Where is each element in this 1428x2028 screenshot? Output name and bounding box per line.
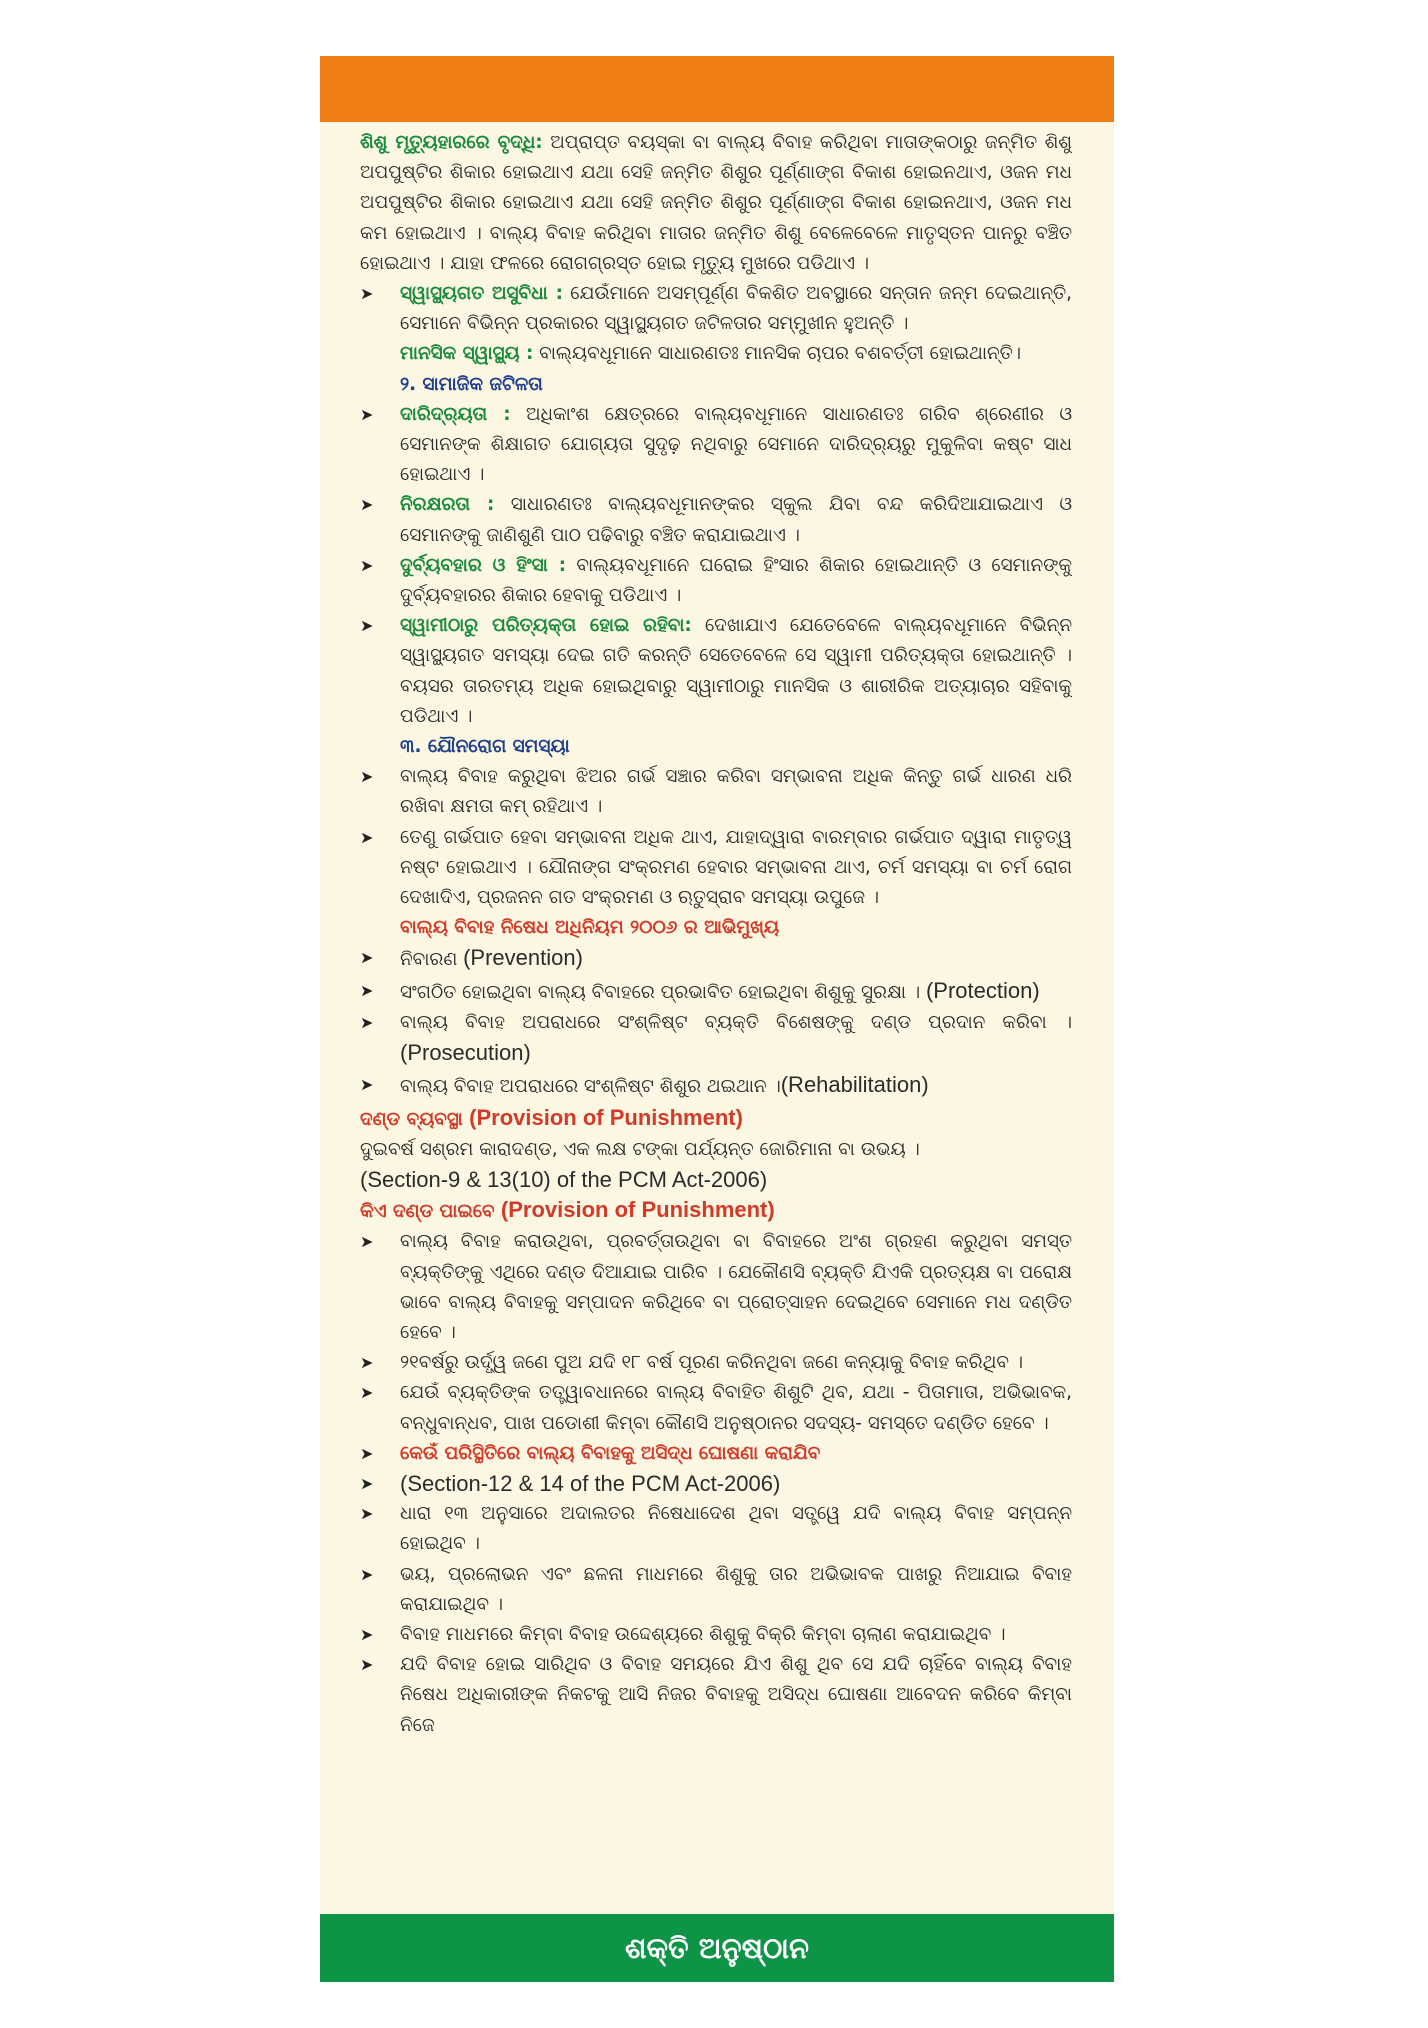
item-label: ସ୍ୱାମୀଠାରୁ ପରିତ୍ୟକ୍ତା ହୋଇ ରହିବା: (400, 615, 692, 637)
act-list (360, 943, 1072, 1102)
arrow-bullet-icon: ➤ (360, 1473, 374, 1493)
arrow-bullet-icon: ➤ (360, 555, 374, 575)
item-text: ତେଣୁ ଗର୍ଭପାତ ହେବା ସମ୍ଭାବନା ଅଧିକ ଥାଏ, ଯାହାଦ୍ୱାରା ବାରମ୍ବାର ଗର୍ଭପାତ ଦ୍ୱାରା ମାତୃତ୍ୱ ନଷ୍ଟ ହୋଇଥାଏ । ଯୌନାଙ୍ଗ ସଂକ୍ରମଣ ହେବାର ସମ୍ଭାବନା ଥାଏ, ଚର୍ମ ସମସ୍ୟା ବା ଚର୍ମ ରୋଗ ଦେଖାଦିଏ, ପ୍ରଜନନ ଗତ ସଂକ୍ରମଣ ଓ ଋତୁସ୍ରାବ ସମସ୍ୟା ଉପୁଜେ । (400, 826, 1072, 909)
arrow-bullet-icon: ➤ (360, 1624, 374, 1644)
item-english: (Rehabilitation) (780, 1072, 929, 1098)
list-item (360, 943, 1072, 975)
void-heading: କେଉଁ ପରିସ୍ଥିତିରେ ବାଲ୍ୟ ବିବାହକୁ ଅସିଦ୍ଧ ଘୋଷଣା କରାଯିବ (400, 1442, 821, 1464)
list-item (360, 762, 1072, 822)
item-text: ଅଧିକାଂଶ କ୍ଷେତ୍ରରେ ବାଲ୍ୟବଧୂମାନେ ସାଧାରଣତଃ ଗରିବ ଶ୍ରେଣୀର ଓ ସେମାନଙ୍କ ଶିକ୍ଷାଗତ ଯୋଗ୍ୟତା ସୁଦୃଢ଼ ନଥିବାରୁ ସେମାନେ ଦାରିଦ୍ର୍ୟରୁ ମୁକୁଳିବା କଷ୍ଟ ସାଧ ହୋଇଥାଏ । (400, 403, 1072, 486)
arrow-bullet-icon: ➤ (360, 1075, 374, 1095)
sexual-list (360, 762, 1072, 913)
list-item (360, 1650, 1072, 1741)
top-orange-bar (320, 56, 1114, 122)
item-label: ନିରକ୍ଷରତା : (400, 494, 495, 516)
arrow-bullet-icon: ➤ (360, 1383, 374, 1403)
arrow-bullet-icon: ➤ (360, 1504, 374, 1524)
list-item (360, 976, 1072, 1008)
item-text: ଯଦି ବିବାହ ହୋଇ ସାରିଥିବ ଓ ବିବାହ ସମୟରେ ଯିଏ ଶିଶୁ ଥିବ ସେ ଯଦି ଚାହିଁବେ ବାଲ୍ୟ ବିବାହ ନିଷେଧ ଅଧିକାରୀଙ୍କ ନିକଟକୁ ଆସି ନିଜର ବିବାହକୁ ଅସିଦ୍ଧ ଘୋଷଣା ଆବେଦନ କରିବେ କିମ୍ବା ନିଜେ (400, 1654, 1072, 1736)
arrow-bullet-icon: ➤ (360, 1232, 374, 1252)
arrow-bullet-icon: ➤ (360, 1012, 374, 1032)
item-text: ବାଲ୍ୟ ବିବାହ ଅପରାଧରେ ସଂଶ୍ଳିଷ୍ଟ ବ୍ୟକ୍ତି ବିଶେଷଙ୍କୁ ଦଣ୍ଡ ପ୍ରଦାନ କରିବା । (400, 1011, 1072, 1033)
item-english: (Prosecution) (400, 1040, 531, 1066)
item-text: ବାଲ୍ୟ ବିବାହ କରାଉଥିବା, ପ୍ରବର୍ତ୍ତାଉଥିବା ବା ବିବାହରେ ଅଂଶ ଗ୍ରହଣ କରୁଥିବା ସମସ୍ତ ବ୍ୟକ୍ତିଙ୍କୁ ଏଥିରେ ଦଣ୍ଡ ଦିଆଯାଇ ପାରିବ । ଯେକୌଣସି ବ୍ୟକ୍ତି ଯିଏକି ପ୍ରତ୍ୟକ୍ଷ ବା ପରୋକ୍ଷ ଭାବେ ବାଲ୍ୟ ବିବାହକୁ ସମ୍ପାଦନ କରିଥିବେ ବା ପ୍ରୋତ୍ସାହନ ଦେଇଥିବେ ସେମାନେ ମଧ ଦଣ୍ଡିତ ହେବେ । (400, 1231, 1072, 1343)
arrow-bullet-icon: ➤ (360, 767, 374, 787)
item-text: ସାଧାରଣତଃ ବାଲ୍ୟବଧୂମାନଙ୍କର ସ୍କୁଲ ଯିବା ବନ୍ଦ କରିଦିଆଯାଇଥାଏ ଓ ସେମାନଙ୍କୁ ଜାଣିଶୁଣି ପାଠ ପଢିବାରୁ ବଞ୍ଚିତ କରାଯାଇଥାଏ । (400, 494, 1072, 546)
arrow-bullet-icon: ➤ (360, 980, 374, 1000)
list-item (360, 823, 1072, 914)
list-item (360, 1348, 1072, 1378)
item-text: ଯେଉଁମାନେ ଅସମ୍ପୂର୍ଣ୍ଣ ବିକଶିତ ଅବସ୍ଥାରେ ସନ୍ତାନ ଜନ୍ମ ଦେଇଥାନ୍ତି, ସେମାନେ ବିଭିନ୍ନ ପ୍ରକାରର ସ୍ୱାସ୍ଥ୍ୟଗତ ଜଟିଳତାର ସମ୍ମୁଖୀନ ହୁଅନ୍ତି । (400, 283, 1072, 335)
list-item (360, 1499, 1072, 1559)
list-item (360, 1439, 1072, 1469)
void-list (360, 1439, 1072, 1741)
footer-title: ଶକ୍ତି ଅନୁଷ୍ଠାନ (625, 1930, 809, 1965)
item-text: ଦେଖାଯାଏ ଯେତେବେଳେ ବାଲ୍ୟବଧୂମାନେ ବିଭିନ୍ନ ସ୍ୱାସ୍ଥ୍ୟଗତ ସମସ୍ୟା ଦେଇ ଗତି କରନ୍ତି ସେତେବେଳେ ସେ ସ୍ୱାମୀ ପରିତ୍ୟକ୍ତା ହୋଇଥାନ୍ତି । ବୟସର ତାରତମ୍ୟ ଅଧିକ ହୋଇଥିବାରୁ ସ୍ୱାମୀଠାରୁ ମାନସିକ ଓ ଶାରୀରିକ ଅତ୍ୟାଚାର ସହିବାକୁ ପଡିଥାଏ । (400, 615, 1072, 727)
list-item (360, 1008, 1072, 1070)
leaflet-page (320, 56, 1114, 1982)
item-english: (Prevention) (463, 945, 583, 971)
item-text: ବାଲ୍ୟବଧୂମାନେ ସାଧାରଣତଃ ମାନସିକ ଚାପର ବଶବର୍ତ୍ତୀ ହୋଇଥାନ୍ତି। (533, 343, 1022, 365)
arrow-bullet-icon: ➤ (360, 948, 374, 968)
who-list (360, 1227, 1072, 1438)
leaflet-content (360, 128, 1072, 1898)
footer-bar (320, 1914, 1114, 1982)
arrow-bullet-icon: ➤ (360, 1655, 374, 1675)
intro-heading: ଶିଶୁ ମୃତ୍ୟୁହାରରେ ବୃଦ୍ଧି: (360, 132, 543, 153)
arrow-bullet-icon: ➤ (360, 495, 374, 515)
item-text: ବାଲ୍ୟ ବିବାହ କରୁଥିବା ଝିଅର ଗର୍ଭ ସଞ୍ଚାର କରିବା ସମ୍ଭାବନା ଅଧିକ କିନ୍ତୁ ଗର୍ଭ ଧାରଣ ଧରି ରଖିବା କ୍ଷମତା କମ୍ ରହିଥାଏ । (400, 766, 1072, 818)
punishment-heading (360, 1103, 1072, 1135)
item-text: ବାଲ୍ୟବଧୂମାନେ ଘରୋଇ ହିଂସାର ଶିକାର ହୋଇଥାନ୍ତି ଓ ସେମାନଙ୍କୁ ଦୁର୍ବ୍ୟବହାରର ଶିକାର ହେବାକୁ ପଡିଥାଏ । (400, 554, 1072, 607)
item-text: ଯେଉଁ ବ୍ୟକ୍ତିଙ୍କ ତତ୍ତ୍ୱାବଧାନରେ ବାଲ୍ୟ ବିବାହିତ ଶିଶୁଟି ଥିବ, ଯଥା - ପିତାମାତା, ଅଭିଭାବକ, ବନ୍ଧୁବାନ୍ଧବ, ପାଖ ପଡୋଶୀ କିମ୍ବା କୌଣସି ଅନୁଷ୍ଠାନର ସଦସ୍ୟ- ସମସ୍ତେ ଦଣ୍ଡିତ ହେବେ । (400, 1382, 1072, 1434)
intro-body: ଅପ୍ରାପ୍ତ ବୟସ୍କା ବା ବାଲ୍ୟ ବିବାହ କରିଥିବା ମାତାଙ୍କଠାରୁ ଜନ୍ମିତ ଶିଶୁ ଅପପୁଷ୍ଟିର ଶିକାର ହୋଇଥାଏ ଯଥା ସେହି ଜନ୍ମିତ ଶିଶୁର ପୂର୍ଣ୍ଣାଙ୍ଗ ବିକାଶ ହୋଇନଥାଏ, ଓଜନ ମଧ ଅପପୁଷ୍ଟିର ଶିକାର ହୋଇଥାଏ ଯଥା ସେହି ଜନ୍ମିତ ଶିଶୁର ପୂର୍ଣ୍ଣାଙ୍ଗ ବିକାଶ ହୋଇନଥାଏ, ଓଜନ ମଧ କମ ହୋଇଥାଏ । ବାଲ୍ୟ ବିବାହ କରିଥିବା ମାତାର ଜନ୍ମିତ ଶିଶୁ ବେଳେବେଳେ ମାତୃସ୍ତନ ପାନରୁ ବଞ୍ଚିତ ହୋଇଥାଏ । ଯାହା ଫଳରେ ରୋଗଗ୍ରସ୍ତ ହୋଇ ମୃତ୍ୟୁ ମୁଖରେ ପଡିଥାଏ । (360, 132, 1072, 274)
arrow-bullet-icon: ➤ (360, 1353, 374, 1373)
item-text: ଧାରା ୧୩ ଅନୁସାରେ ଅଦାଲତର ନିଷେଧାଦେଶ ଥିବା ସତ୍ତ୍ୱେ ଯଦି ବାଲ୍ୟ ବିବାହ ସମ୍ପନ୍ନ ହୋଇଥିବ । (400, 1503, 1072, 1555)
item-text: ଭୟ, ପ୍ରଲୋଭନ ଏବଂ ଛଳନା ମାଧମରେ ଶିଶୁକୁ ତାର ଅଭିଭାବକ ପାଖରୁ ନିଆଯାଇ ବିବାହ କରାଯାଇଥିବ । (400, 1563, 1072, 1615)
punishment-heading-odia: ଦଣ୍ଡ ବ୍ୟବସ୍ଥା (360, 1108, 470, 1130)
list-item (360, 1560, 1072, 1620)
social-list (360, 400, 1072, 732)
intro-paragraph (360, 128, 1072, 279)
mental-health-paragraph (360, 339, 1072, 369)
who-heading-english: (Provision of Punishment) (500, 1197, 775, 1223)
punishment-section: (Section-9 & 13(10) of the PCM Act-2006) (360, 1166, 768, 1192)
item-text: ୨୧ବର୍ଷରୁ ଉର୍ଦ୍ଧ୍ୱ ଜଣେ ପୁଅ ଯଦି ୧୮ ବର୍ଷ ପୂରଣ କରିନଥିବା ଜଣେ କନ୍ୟାକୁ ବିବାହ କରିଥିବ । (400, 1352, 1023, 1374)
act-heading: ବାଲ୍ୟ ବିବାହ ନିଷେଧ ଅଧିନିୟମ ୨୦୦୬ ର ଆଭିମୁଖ୍ୟ (400, 917, 780, 939)
arrow-bullet-icon: ➤ (360, 284, 374, 304)
list-item (360, 1378, 1072, 1438)
item-label: ଦାରିଦ୍ର୍ୟତା : (400, 403, 511, 425)
item-text: ବିବାହ ମାଧମରେ କିମ୍ବା ବିବାହ ଉଦ୍ଦେଶ୍ୟରେ ଶିଶୁକୁ ବିକ୍ରି କିମ୍ବା ଚାଲାଣ କରାଯାଇଥିବ । (400, 1623, 1006, 1645)
arrow-bullet-icon: ➤ (360, 1443, 374, 1463)
item-text: ନିବାରଣ (400, 949, 464, 971)
item-label: ସ୍ୱାସ୍ଥ୍ୟଗତ ଅସୁବିଧା : (400, 283, 563, 305)
list-item (360, 400, 1072, 491)
item-text: ବାଲ୍ୟ ବିବାହ ଅପରାଧରେ ସଂଶ୍ଳିଷ୍ଟ ଶିଶୁର ଥଇଥାନ । (400, 1076, 781, 1098)
punishment-heading-english: (Provision of Punishment) (469, 1104, 743, 1130)
list-item (360, 611, 1072, 732)
arrow-bullet-icon: ➤ (360, 404, 374, 424)
item-text: ସଂଗଠିତ ହୋଇଥିବା ବାଲ୍ୟ ବିବାହରେ ପ୍ରଭାବିତ ହୋଇଥିବା ଶିଶୁକୁ ସୁରକ୍ଷା । (400, 981, 926, 1003)
list-item (360, 1469, 1072, 1499)
list-item (360, 279, 1072, 339)
void-section: (Section-12 & 14 of the PCM Act-2006) (400, 1470, 781, 1496)
list-item (360, 1070, 1072, 1102)
who-heading (360, 1195, 1072, 1227)
who-heading-odia: କିଏ ଦଣ୍ଡ ପାଇବେ (360, 1201, 501, 1223)
arrow-bullet-icon: ➤ (360, 616, 374, 636)
punishment-line: ଦୁଇବର୍ଷ ସଶ୍ରମ କାରାଦଣ୍ଡ, ଏକ ଲକ୍ଷ ଟଙ୍କା ପର୍ଯ୍ୟନ୍ତ ଜୋରିମାନା ବା ଉଭୟ । (360, 1138, 920, 1160)
arrow-bullet-icon: ➤ (360, 827, 374, 847)
list-item (360, 1227, 1072, 1348)
arrow-bullet-icon: ➤ (360, 1564, 374, 1584)
sexual-heading: ୩. ଯୌନରୋଗ ସମସ୍ୟା (400, 736, 570, 758)
list-item (360, 1620, 1072, 1650)
item-english: (Protection) (925, 977, 1040, 1003)
list-item (360, 490, 1072, 550)
item-label: ମାନସିକ ସ୍ୱାସ୍ଥ୍ୟ : (400, 343, 534, 365)
item-label: ଦୁର୍ବ୍ୟବହାର ଓ ହିଂସା : (400, 554, 567, 576)
social-heading: ୨. ସାମାଜିକ ଜଟିଳତା (400, 373, 543, 395)
list-item (360, 551, 1072, 611)
